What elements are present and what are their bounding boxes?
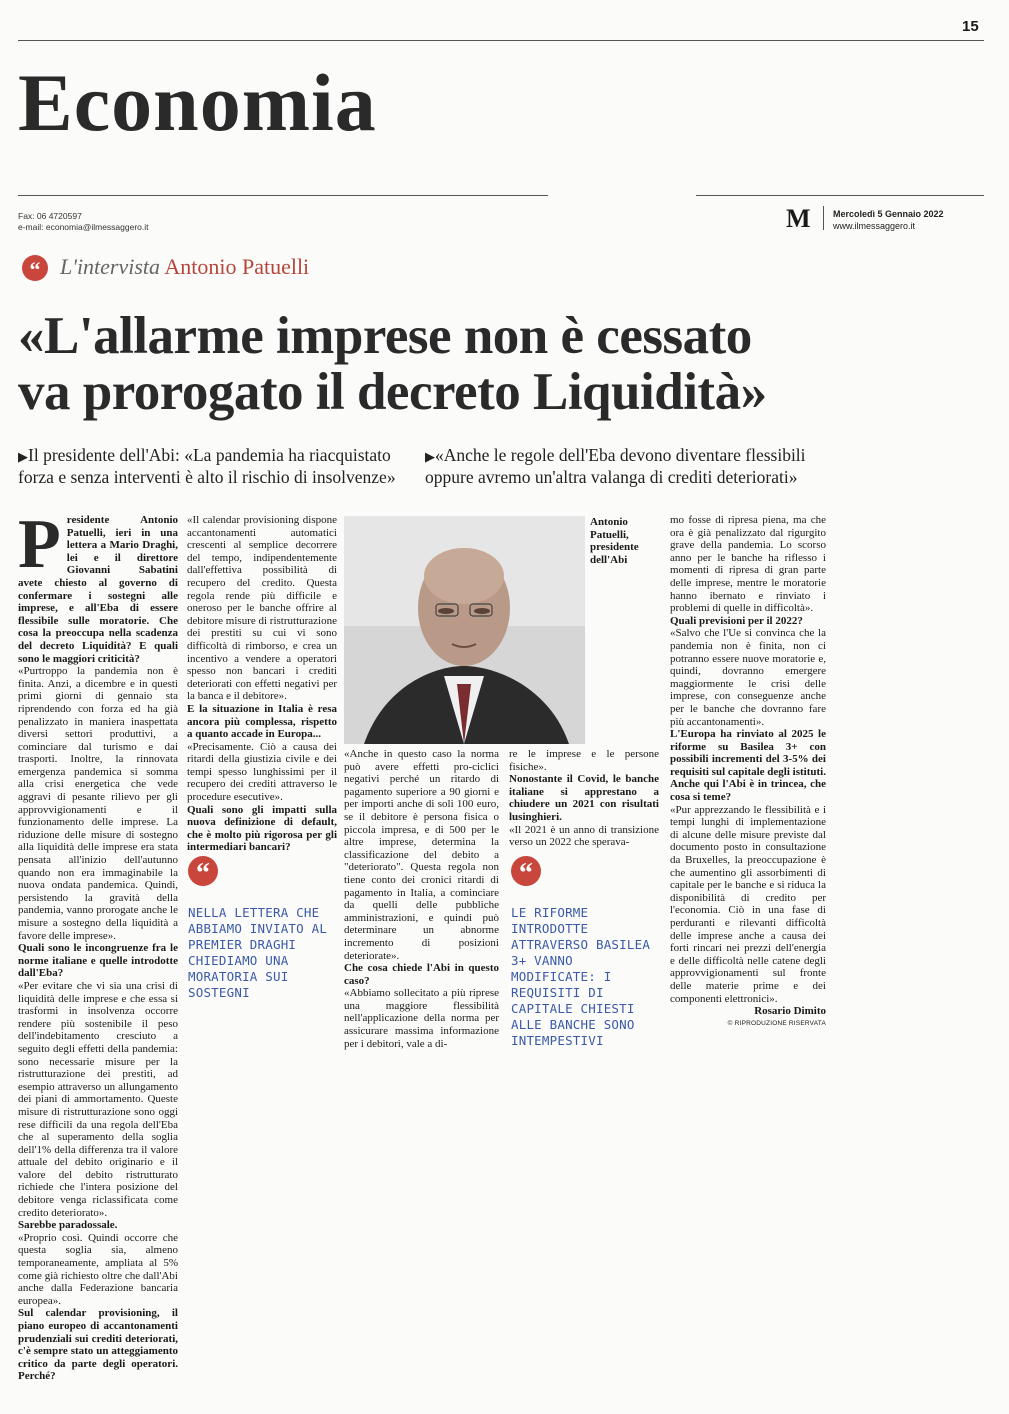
author-signature: Rosario Dimito <box>754 1005 826 1018</box>
headline <box>18 308 838 420</box>
answer: mo fosse di ripresa piena, ma che ora è già penalizzato dal rigurgito grave della pandemia. Lo scorso anno per le banche ha riflesso i momenti di ripresa di gran parte delle imprese, mentre le moratorie hanno ibernato e rinviato i problemi di quelle in difficoltà». <box>670 514 826 615</box>
answer: «Il calendar provisioning dispone accantonamenti automatici crescenti al semplice decorrere del tempo, indipendentemente dall'effettiva possibilità di recupero del credito. Questa regola rende più difficile e oneroso per le banche offrire al debitore misure di ristrutturazione dei prestiti su cui vi sono difficoltà di rimborso, e crea un incentivo a vendere a operatori spesso non bancari i crediti deteriorati con effetti negativi per la banca e il debitore». <box>187 514 337 703</box>
article-column-2 <box>187 514 337 854</box>
pull-quote-icon: “ <box>511 856 541 886</box>
photo-caption: Antonio Patuelli, presidente dell'Abi <box>590 516 639 566</box>
answer: «Il 2021 è un anno di transizione verso un 2022 che speravа- <box>509 823 659 849</box>
kicker-label: L'intervista <box>60 254 161 279</box>
answer: «Pur apprezzando le flessibilità e i tempi lunghi di implementazione di alcune delle misure previste dal documento posto in consultazione da Bruxelles, la preoccupazione è che aumentino gli assorbimenti di capitale per le banche e si riduca la disponibilità di credito per l'economia. Ciò in una fase di perduranti e rilevanti difficoltà delle imprese anche a causa dei forti rincari nei prezzi dell'energia e delle difficoltà nelle catene degli approvvigionamenti sul fronte delle materie prime e dei componenti elettronici». <box>670 803 826 1005</box>
answer: «Precisamente. Ciò a causa dei ritardi della giustizia civile e dei tempi spesso lunghissimi per il recupero dei crediti attraverso le procedure esecutive». <box>187 740 337 804</box>
pull-quote-right: LE RIFORME INTRODOTTE ATTRAVERSO BASILEA 3+ VANNO MODIFICATE: I REQUISITI DI CAPITALE CHIESTI ALLE BANCHE SONO INTEMPESTIVI <box>511 905 651 1048</box>
question: Quali previsioni per il 2022? <box>670 614 803 627</box>
kicker-name: Antonio Patuelli <box>164 254 310 279</box>
headline-line-1: «L'allarme imprese non è cessato <box>18 307 752 365</box>
page-number: 15 <box>962 18 979 35</box>
question: E la situazione in Italia è resa ancora più complessa, rispetto a quanto accade in Europa... <box>187 702 337 741</box>
pull-quote-icon: “ <box>188 856 218 886</box>
masthead-info <box>833 208 944 232</box>
question: residente Antonio Patuelli, ieri in una lettera a Mario Draghi, lei e il direttore Giovanni Sabatini avete chiesto al governo di confermare i sostegni alle imprese, e all'Eba di essere flessibile sulle moratorie. Che cosa la preoccupa nella scadenza del decreto Liquidità? E quali sono le maggiori criticità? <box>18 514 178 665</box>
answer: «Purtroppo la pandemia non è finita. Anzi, a dicembre e in questi primi giorni di gennaio sta riprendendo con forza ed ha già penalizzato in maniera inaspettata diversi settori produttivi, a cominciare dal turismo e dai trasporti. Inoltre, la rinnovata emergenza pandemica si somma alla crisi energetica che vede aggravi di pesante rilievo per gli approvvigionamenti e il funzionamento delle imprese. La riduzione delle misure di sostegno alla liquidità delle imprese era stata pensata all'inizio dell'autunno quando non era immaginabile la nuova ondata pandemica. Quindi, persistendo la gravità della pandemia, vanno prorogate anche le misure a sostegno della liquidità a favore delle imprese». <box>18 665 178 942</box>
pull-quote-left: NELLA LETTERA CHE ABBIAMO INVIATO AL PREMIER DRAGHI CHIEDIAMO UNA MORATORIA SUI SOSTEGNI <box>188 905 328 1000</box>
article-column-1 <box>18 506 178 1383</box>
portrait-illustration <box>344 516 585 744</box>
triangle-bullet-icon: ▶ <box>18 449 28 464</box>
article-column-5 <box>670 514 826 1030</box>
answer: «Per evitare che vi sia una crisi di liquidità delle imprese e che essa si trasformi in insolvenza occorre rendere più sostenibile il peso dell'indebitamento cresciuto a seguito degli effetti della pandemia: sono necessarie misure per la ristrutturazione dei prestiti, ad esempio attraverso un allungamento dei piani di ammortamento. Queste misure di ristrutturazione sono oggi rese difficili da una regola dell'Eba che al superamento della soglia dell'1% della differenza tra il valore attuale del debito originario e il valore del debito ristrutturato richiede che l'intera posizione del debitore venga riclassificata come credito deteriorato». <box>18 979 178 1219</box>
article-column-3 <box>344 748 499 1050</box>
quote-icon: “ <box>22 255 48 281</box>
answer: re le imprese e le persone fisiche». <box>509 748 659 773</box>
answer: «Salvo che l'Ue si convinca che la pandemia non è finita, non ci potranno essere nuove moratorie e, quindi, dovranno emergere maggiormente le crisi delle imprese, con conseguenze anche per le banche che dovranno fare più accantonamenti». <box>670 627 826 728</box>
masthead-logo: M <box>786 204 811 233</box>
article-column-4 <box>509 748 659 849</box>
email-address[interactable]: e-mail: economia@ilmessaggero.it <box>18 222 149 232</box>
header-rule-left <box>18 195 548 196</box>
answer: «Anche in questo caso la norma può avere effetti pro-ciclici negativi perché un ritardo di pagamento superiore a 90 giorni e per importi anche di soli 100 euro, se il debitore è persona fisica o piccola impresa, e di 500 per le altre imprese, determina la classificazione del debito a "deteriorato". Questa regola non tiene conto dei cronici ritardi di pagamento in Italia, a cominciare da quelli delle pubbliche amministrazioni, e quindi può determinare un abnorme incremento di posizioni deteriorate». <box>344 748 499 962</box>
drop-cap: P <box>18 506 61 583</box>
headline-line-2: va prorogato il decreto Liquidità» <box>18 363 767 421</box>
subhead-right <box>425 445 825 488</box>
question: Che cosa chiede l'Abi in questo caso? <box>344 962 499 987</box>
issue-date: Mercoledì 5 Gennaio 2022 <box>833 209 944 219</box>
fax-number: Fax: 06 4720597 <box>18 211 82 221</box>
contact-info <box>18 211 149 233</box>
copyright-notice: © RIPRODUZIONE RISERVATA <box>727 1019 826 1027</box>
question: Nonostante il Covid, le banche italiane si apprestano a chiudere un 2021 con risultati lusinghieri. <box>509 773 659 823</box>
masthead-divider <box>823 206 824 230</box>
question: Quali sono gli impatti sulla nuova definizione di default, che è molto più rigorosa per gli intermediari bancari? <box>187 803 337 854</box>
question: Sul calendar provisioning, il piano europeo di accantonamenti prudenziali sui crediti deteriorati, c'è sempre stato un atteggiamento critico da parte degli operatori. Perché? <box>18 1307 178 1383</box>
question: Sarebbe paradossale. <box>18 1219 118 1232</box>
answer: «Abbiamo sollecitato a più riprese una maggiore flessibilità nell'applicazione della norma per assicurare massima informazione per i debitori, vale a di- <box>344 987 499 1050</box>
triangle-bullet-icon: ▶ <box>425 449 435 464</box>
subhead-left <box>18 445 418 488</box>
section-title: Economia <box>18 57 377 148</box>
top-rule <box>18 40 984 41</box>
portrait-photo <box>344 516 585 744</box>
answer: «Proprio così. Quindi occorre che questa soglia sia, almeno temporaneamente, ampliata al 5% come già richiesto oltre che dall'Abi anche dalla Federazione bancaria europea». <box>18 1231 178 1307</box>
question: L'Europa ha rinviato al 2025 le riforme su Basilea 3+ con possibili incrementi del 3-5% dei requisiti sul capitale degli istituti. Anche qui l'Abi è in trincea, che cosa si teme? <box>670 728 826 804</box>
subhead-right-text: «Anche le regole dell'Eba devono diventare flessibili oppure avremo un'altra valanga di crediti deteriorati» <box>425 445 806 487</box>
website-link[interactable]: www.ilmessaggero.it <box>833 221 916 231</box>
subhead-left-text: Il presidente dell'Abi: «La pandemia ha riacquistato forza e senza interventi è alto il rischio di insolvenze» <box>18 445 396 487</box>
question: Quali sono le incongruenze fra le norme italiane e quelle introdotte dall'Eba? <box>18 942 178 980</box>
header-rule-right <box>696 195 984 196</box>
kicker <box>60 254 309 280</box>
